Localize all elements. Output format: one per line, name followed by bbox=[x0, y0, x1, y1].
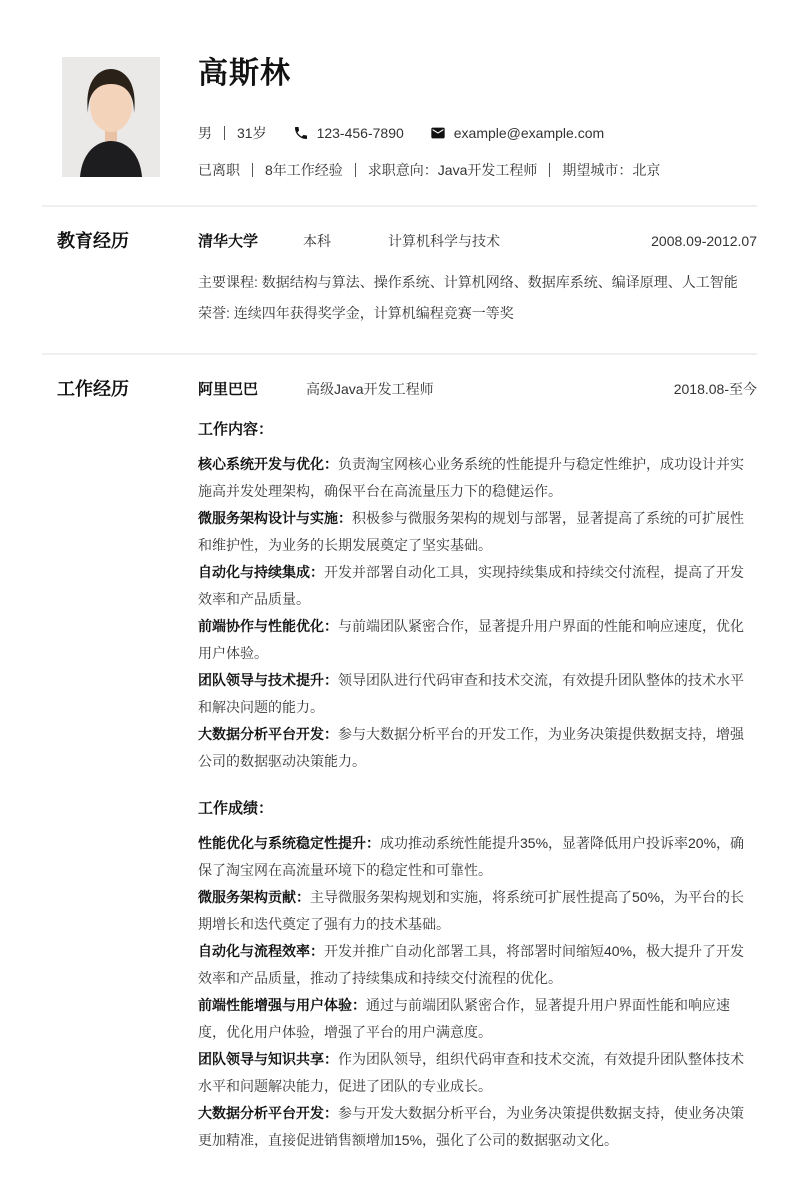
phone-value: 123-456-7890 bbox=[316, 125, 404, 141]
honors-line: 荣誉: 连续四年获得奖学金，计算机编程竞赛一等奖 bbox=[198, 305, 514, 321]
phone-icon bbox=[293, 125, 309, 141]
work-content-item bbox=[198, 721, 757, 775]
header-main bbox=[198, 57, 757, 180]
item-label: 自动化与流程效率： bbox=[198, 943, 324, 959]
item-label: 大数据分析平台开发： bbox=[198, 1105, 338, 1121]
divider-bar bbox=[355, 163, 356, 177]
item-label: 微服务架构设计与实施： bbox=[198, 510, 352, 526]
divider-bar bbox=[252, 163, 253, 177]
item-label: 前端性能增强与用户体验： bbox=[198, 997, 366, 1013]
email-value: example@example.com bbox=[453, 125, 605, 141]
work-achievement-item bbox=[198, 938, 757, 992]
work-content-list bbox=[198, 451, 757, 775]
avatar-photo bbox=[62, 57, 160, 177]
item-text: 参与开发大数据分析平台，为业务决策提供数据支持，使业务决策更加精准，直接促进销售额增加15%，强化了公司的数据驱动文化。 bbox=[198, 1105, 744, 1148]
work-achievement-item bbox=[198, 884, 757, 938]
item-label: 团队领导与知识共享： bbox=[198, 1051, 338, 1067]
education-section bbox=[42, 205, 757, 353]
item-text: 参与大数据分析平台的开发工作，为业务决策提供数据支持，增强公司的数据驱动决策能力。 bbox=[198, 726, 744, 769]
job-title: 高级Java开发工程师 bbox=[306, 381, 434, 397]
work-achievements-list bbox=[198, 830, 757, 1154]
item-text: 通过与前端团队紧密合作，显著提升用户界面性能和响应速度，优化用户体验，增强了平台的用户满意度。 bbox=[198, 997, 730, 1040]
item-label: 性能优化与系统稳定性提升： bbox=[198, 835, 380, 851]
work-achievement-item bbox=[198, 1100, 757, 1154]
work-content-heading: 工作内容： bbox=[198, 421, 274, 438]
experience-years: 8年工作经验 bbox=[265, 162, 343, 178]
degree-value: 本科 bbox=[303, 233, 332, 249]
work-achievement-item bbox=[198, 992, 757, 1046]
work-section bbox=[42, 353, 757, 1178]
work-body bbox=[198, 377, 757, 1154]
work-entry-row bbox=[198, 377, 757, 402]
item-label: 自动化与持续集成： bbox=[198, 564, 324, 580]
company-name: 阿里巴巴 bbox=[198, 381, 259, 398]
courses-line: 主要课程: 数据结构与算法、操作系统、计算机网络、数据库系统、编译原理、人工智能 bbox=[198, 274, 738, 290]
education-body bbox=[198, 229, 757, 329]
item-text: 开发并推广自动化部署工具，将部署时间缩短40%，极大提升了开发效率和产品质量，推动了持续集成和持续交付流程的优化。 bbox=[198, 943, 745, 986]
candidate-name: 高斯林 bbox=[198, 57, 291, 90]
job-intention: 求职意向：Java开发工程师 bbox=[367, 162, 538, 178]
work-achievement-item bbox=[198, 1046, 757, 1100]
education-section-title: 教育经历 bbox=[57, 231, 129, 251]
item-text: 与前端团队紧密合作，显著提升用户界面的性能和响应速度，优化用户体验。 bbox=[198, 618, 744, 661]
item-label: 微服务架构贡献： bbox=[198, 889, 310, 905]
email-icon bbox=[430, 125, 446, 141]
education-entry-row bbox=[198, 229, 757, 254]
item-text: 领导团队进行代码审查和技术交流，有效提升团队整体的技术水平和解决问题的能力。 bbox=[198, 672, 744, 715]
work-content-item bbox=[198, 505, 757, 559]
major-value: 计算机科学与技术 bbox=[388, 233, 501, 249]
work-date-range: 2018.08-至今 bbox=[673, 381, 757, 397]
item-text: 积极参与微服务架构的规划与部署，显著提高了系统的可扩展性和维护性，为业务的长期发展奠定了坚实基础。 bbox=[198, 510, 744, 553]
contact-row bbox=[198, 123, 757, 143]
age-value: 31岁 bbox=[237, 125, 267, 141]
work-achievement-item bbox=[198, 830, 757, 884]
expected-city: 期望城市：北京 bbox=[562, 162, 661, 178]
item-text: 负责淘宝网核心业务系统的性能提升与稳定性维护，成功设计并实施高并发处理架构，确保平台在高流量压力下的稳健运作。 bbox=[198, 456, 744, 499]
item-text: 主导微服务架构规划和实施，将系统可扩展性提高了50%，为平台的长期增长和迭代奠定了强有力的技术基础。 bbox=[198, 889, 745, 932]
work-section-title: 工作经历 bbox=[57, 379, 129, 399]
divider-bar bbox=[224, 126, 225, 140]
item-text: 作为团队领导，组织代码审查和技术交流，有效提升团队整体技术水平和问题解决能力，促进了团队的专业成长。 bbox=[198, 1051, 744, 1094]
work-content-item bbox=[198, 451, 757, 505]
resume-header bbox=[0, 0, 800, 180]
item-label: 团队领导与技术提升： bbox=[198, 672, 338, 688]
item-label: 核心系统开发与优化： bbox=[198, 456, 338, 472]
summary-row bbox=[198, 160, 757, 180]
item-text: 成功推动系统性能提升35%，显著降低用户投诉率20%，确保了淘宝网在高流量环境下的稳定性和可靠性。 bbox=[198, 835, 745, 878]
gender-value: 男 bbox=[198, 125, 212, 141]
divider-bar bbox=[549, 163, 550, 177]
job-status: 已离职 bbox=[198, 162, 240, 178]
item-text: 开发并部署自动化工具，实现持续集成和持续交付流程，提高了开发效率和产品质量。 bbox=[198, 564, 744, 607]
item-label: 前端协作与性能优化： bbox=[198, 618, 338, 634]
item-label: 大数据分析平台开发： bbox=[198, 726, 338, 742]
work-content-item bbox=[198, 667, 757, 721]
education-date-range: 2008.09-2012.07 bbox=[651, 233, 757, 249]
education-details bbox=[198, 267, 757, 329]
work-content-item bbox=[198, 559, 757, 613]
work-achievements-heading: 工作成绩： bbox=[198, 800, 274, 817]
school-name: 清华大学 bbox=[198, 233, 259, 250]
work-content-item bbox=[198, 613, 757, 667]
